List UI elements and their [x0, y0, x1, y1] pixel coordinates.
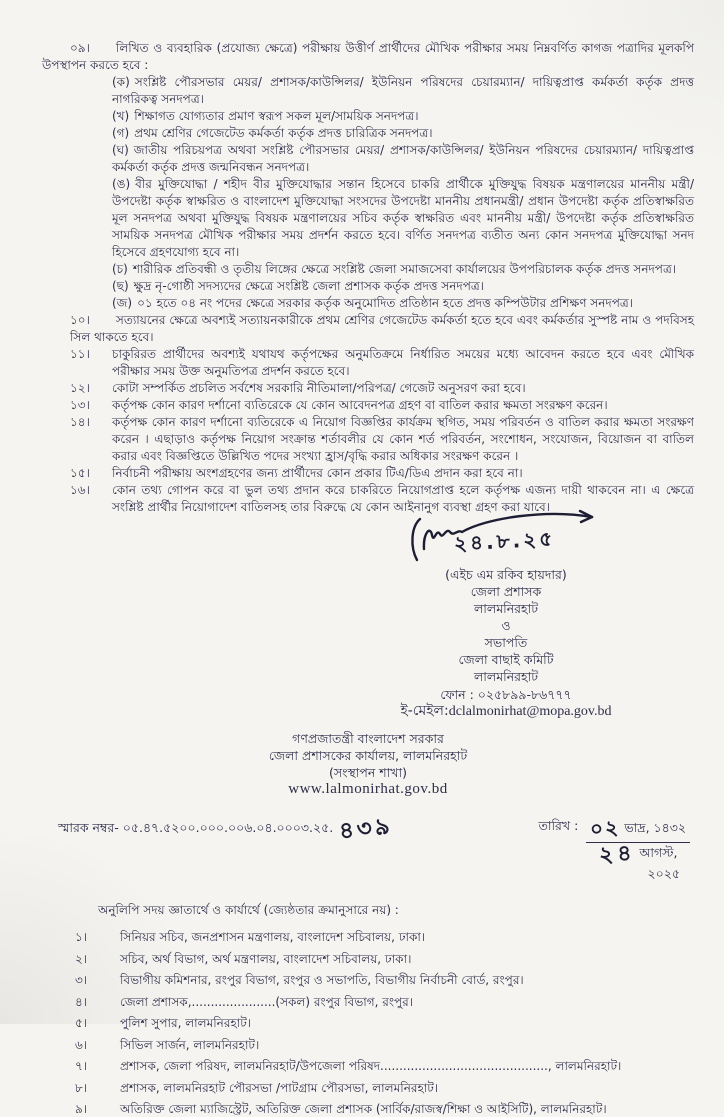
sub-item-text: সংশ্লিষ্ট পৌরসভার মেয়র/ প্রশাসক/কাউন্সিলর/ ইউনিয়ন পরিষদের চেয়ারম্যান/ দায়িত্বপ্রাপ্ত কর্মকর্তা কর্তৃক প্রদত্ত নাগরিকত্ব সনদপত্র। — [112, 75, 694, 106]
sub-item-label: (ক) — [112, 75, 130, 89]
sub-item-text: শারীরিক প্রতিবন্ধী ও তৃতীয় লিঙ্গের ক্ষেত্রে সংশ্লিষ্ট জেলা সমাজসেবা কার্যালয়ের উপপরিচালক কর্তৃক প্রদত্ত সনদপত্র। — [132, 262, 677, 276]
term-sub-item — [112, 125, 694, 142]
item-text: নির্বাচনী পরীক্ষায় অংশগ্রহণের জন্য প্রার্থীদের কোন প্রকার টিএ/ডিএ প্রদান করা হবে না। — [112, 466, 523, 480]
signatory-title-line: সভাপতি — [484, 635, 528, 650]
copy-number: ২। — [75, 951, 88, 966]
copy-recipient-row — [75, 1038, 694, 1053]
item-text: চাকুরিরত প্রার্থীদের অবশ্যই যথাযথ কর্তৃপক্ষের অনুমতিক্রমে নির্ধারিত সময়ের মধ্যে আবেদন করতে হবে এবং মৌখিক পরীক্ষার সময় উক্ত অনুমতিপত্র প্রদর্শন করতে হবে। — [112, 347, 694, 378]
sub-item-label: (খ) — [112, 109, 130, 123]
copy-text: সিনিয়র সচিব, জনপ্রশাসন মন্ত্রণালয়, বাংলাদেশ সচিবালয়, ঢাকা। — [120, 930, 426, 944]
copy-text: প্রশাসক, লালমনিরহাট পৌরসভা /পাটগ্রাম পৌরসভা, লালমনিরহাট। — [120, 1080, 439, 1095]
term-item — [70, 414, 694, 465]
term-item — [70, 465, 694, 482]
sub-item-label: (চ) — [112, 262, 128, 276]
memo-number-label: স্মারক নম্বর- ০৫.৪৭.৫২০০.০০০.০০৬.০৪.০০০৩.২৫. — [58, 820, 334, 835]
sub-item-text: শিক্ষাগত যোগ্যতার প্রমাণ স্বরূপ সকল মূল/সাময়িক সনদপত্র। — [134, 109, 419, 123]
signatory-titles — [376, 583, 636, 685]
item-text: কোটা সম্পর্কিত প্রচলিত সর্বশেষ সরকারি নীতিমালা/পরিপত্র/ গেজেট অনুসরণ করা হবে। — [112, 381, 526, 395]
signature-scrawl — [376, 504, 636, 564]
copy-number: ১। — [75, 930, 88, 944]
item-number: ১২। — [70, 381, 90, 395]
sub-item-label: (ছ) — [112, 279, 129, 293]
office-name: জেলা প্রশাসকের কার্যালয়, লালমনিরহাট — [268, 748, 468, 763]
copy-text: পুলিশ সুপার, লালমনিরহাট। — [120, 1016, 252, 1030]
copy-recipient-row — [75, 995, 694, 1010]
signatory-title-line: লালমনিরহাট — [473, 669, 539, 684]
signatory-title-line: জেলা প্রশাসক — [470, 584, 542, 599]
term-sub-item — [112, 74, 694, 108]
memo-date-line — [538, 814, 690, 886]
item-text: কোন তথ্য গোপন করে বা ভুল তথ্য প্রদান করে চাকরিতে নিয়োগপ্রাপ্ত হলে কর্তৃপক্ষ এজন্য দায়ী থাকবেন না। এ ক্ষেত্রে সংশ্লিষ্ট প্রার্থীর নিয়োগাদেশ বাতিলসহ তার বিরুদ্ধে যে কোন আইনানুগ ব্যবস্থা গ্রহণ করা যাবে। — [112, 483, 694, 514]
bengali-calendar-date — [586, 814, 690, 843]
memo-row — [42, 813, 694, 886]
term-sub-item — [112, 261, 694, 278]
term-sub-item — [112, 278, 694, 295]
item-text: লিখিত ও ব্যবহারিক (প্রযোজ্য ক্ষেত্রে) পরীক্ষায় উত্তীর্ণ প্রার্থীদের মৌখিক পরীক্ষার সময় নিম্নবর্ণিত কাগজ পত্রাদির মূলকপি উপস্থাপন করতে হবে : — [42, 41, 694, 72]
office-branch: (সংস্থাপন শাখা) — [328, 765, 408, 780]
sub-item-label: (গ) — [112, 126, 130, 140]
term-item — [42, 40, 694, 74]
office-website: www.lalmonirhat.gov.bd — [288, 781, 448, 797]
copy-recipient-row — [75, 973, 694, 988]
term-sub-item — [112, 142, 694, 176]
copy-text: সচিব, অর্থ বিভাগ, অর্থ মন্ত্রণালয়, বাংলাদেশ সচিবালয়, ঢাকা। — [120, 951, 412, 966]
item-number: ১০। — [70, 313, 90, 327]
signatory-title-line: লালমনিরহাট — [473, 601, 539, 616]
sub-item-label: (জ) — [112, 296, 133, 310]
sub-item-label: (ঘ) — [112, 143, 129, 157]
item-number: ১৫। — [70, 466, 90, 480]
copy-text: অতিরিক্ত জেলা ম্যাজিস্ট্রেট, অতিরিক্ত জেলা প্রশাসক (সার্বিক/রাজস্ব/শিক্ষা ও আইসিটি), লালমনিরহাট। — [120, 1102, 607, 1116]
sub-item-text: ক্ষুদ্র নৃ-গোষ্ঠী সদস্যদের ক্ষেত্রে সংশ্লিষ্ট জেলা প্রশাসক কর্তৃক প্রদত্ত সনদপত্র। — [133, 279, 484, 293]
signature-block — [376, 504, 636, 720]
term-sub-item — [112, 108, 694, 125]
copy-number: ৭। — [75, 1059, 88, 1073]
memo-number-handwritten: ৪৩৯ — [337, 813, 395, 845]
office-header-block — [42, 730, 694, 798]
signature-phone: ফোন : ০২৫৮৯৯-৮৬৭৭৭ — [440, 687, 572, 702]
copy-number: ৪। — [75, 994, 88, 1009]
sub-item-text: বীর মুক্তিযোদ্ধা / শহীদ বীর মুক্তিযোদ্ধার সন্তান হিসেবে চাকরি প্রার্থীকে মুক্তিযুদ্ধ বিষয়ক মন্ত্রণালয়ের মাননীয় মন্ত্রী/ উপদেষ্টা কর্তৃক স্বাক্ষরিত ও বাংলাদেশ মুক্তিযোদ্ধা সংসদের উপদেষ্টা মাননীয় প্রধানমন্ত্রী/ প্রধান উপদেষ্টা কর্তৃক প্রতিস্বাক্ষরিত মূল সনদপত্র অথবা মুক্তিযুদ্ধ বিষয়ক মন্ত্রণালয়ের সচিব কর্তৃক স্বাক্ষরিত এবং মাননীয় মন্ত্রী/ উপদেষ্টা কর্তৃক প্রতিস্বাক্ষরিত সাময়িক সনদপত্র মৌখিক পরীক্ষার সময় প্রদর্শন করতে হবে। বর্ণিত সনদপত্র ব্যতীত অন্য কোন সনদপত্র মুক্তিযোদ্ধা সনদ হিসেবে গ্রহণযোগ্য হবে না। — [112, 177, 694, 259]
copy-number: ৮। — [75, 1080, 88, 1095]
copy-number: ৯। — [75, 1102, 88, 1116]
copy-recipient-row — [75, 930, 694, 945]
item-text: সত্যায়নের ক্ষেত্রে অবশ্যই সত্যায়নকারীকে প্রথম শ্রেণির গেজেটেড কর্মকর্তা হতে হবে এবং কর্মকর্তার সুস্পষ্ট নাম ও পদবিসহ সিল থাকতে হবে। — [70, 313, 694, 344]
term-item — [70, 397, 694, 414]
copy-number: ৫। — [75, 1016, 88, 1030]
copy-recipient-row — [75, 1059, 694, 1074]
item-number: ১১। — [70, 347, 90, 361]
government-name: গণপ্রজাতন্ত্রী বাংলাদেশ সরকার — [292, 731, 444, 746]
copy-text: প্রশাসক, জেলা পরিষদ, লালমনিরহাট/উপজেলা পরিষদ............................................, লালমনিরহাট। — [120, 1059, 622, 1073]
signature-email-line — [376, 703, 636, 720]
terms-list — [42, 40, 694, 516]
signatory-name: (এইচ এম রকিব হায়দার) — [445, 567, 567, 582]
memo-number-line — [42, 813, 395, 845]
copy-recipient-row — [75, 1081, 694, 1096]
term-item — [70, 312, 694, 346]
gregorian-year: ২০২৫ — [647, 866, 680, 881]
email-label: ই-মেইল: — [400, 703, 449, 719]
signature-date-handwritten: ২৪.৮.২৫ — [453, 526, 556, 556]
term-item — [70, 346, 694, 380]
copy-text: বিভাগীয় কমিশনার, রংপুর বিভাগ, রংপুর ও সভাপতি, বিভাগীয় নির্বাচনী বোর্ড, রংপুর। — [120, 973, 524, 987]
copy-number: ৩। — [75, 973, 88, 987]
copies-header: অনুলিপি সদয় জ্ঞাতার্থে ও কার্যার্থে (জ্যেষ্ঠতার ক্রমানুসারে নয়) : — [98, 903, 399, 917]
bengali-day-handwritten: ০২ — [589, 814, 622, 842]
signatory-title-line: জেলা বাছাই কমিটি — [458, 652, 554, 667]
copy-text: জেলা প্রশাসক,......................(সকল) রংপুর বিভাগ, রংপুর। — [120, 994, 414, 1009]
item-text: কর্তৃপক্ষ কোন কারণ দর্শানো ব্যতিরেকে এ নিয়োগ বিজ্ঞপ্তির কার্যক্রম স্থগিত, সময় পরিবর্তন ও বাতিল করার ক্ষমতা সংরক্ষণ করেন । এছাড়াও কর্তৃপক্ষ নিয়োগ সংক্রান্ত শর্তাবলীর যে কোন শর্ত পরিবর্তন, সংশোধন, সংযোজন, বিয়োজন বা বাতিল করার এবং বিজ্ঞপ্তিতে উল্লিখিত পদের সংখ্যা হ্রাস/বৃদ্ধি করার অধিকার সংরক্ষণ করেন । — [112, 415, 694, 463]
item-text: কর্তৃপক্ষ কোন কারণ দর্শানো ব্যতিরেকে যে কোন আবেদনপত্র গ্রহণ বা বাতিল করার ক্ষমতা সংরক্ষণ করেন। — [112, 398, 608, 412]
sub-item-text: প্রথম শ্রেণির গেজেটেড কর্মকর্তা কর্তৃক প্রদত্ত চারিত্রিক সনদপত্র। — [134, 126, 433, 140]
term-sub-item — [112, 295, 694, 312]
gregorian-month: আগস্ট, — [639, 845, 678, 860]
sub-item-text: জাতীয় পরিচয়পত্র অথবা সংশ্লিষ্ট পৌরসভার মেয়র/ প্রশাসক/কাউন্সিলর/ ইউনিয়ন পরিষদের চেয়ারম্যান/ দায়িত্বপ্রাপ্ত কর্মকর্তা কর্তৃক প্রদত্ত জন্মনিবন্ধন সনদপত্র। — [112, 143, 694, 174]
date-stack — [586, 814, 690, 886]
copy-recipient-row — [75, 952, 694, 967]
term-sub-item — [112, 176, 694, 261]
date-label: তারিখ : — [538, 818, 579, 833]
gregorian-date — [586, 840, 690, 869]
copy-text: সিভিল সার্জন, লালমনিরহাট। — [120, 1037, 260, 1052]
item-number: ১৪। — [70, 415, 90, 429]
email-address: dclalmonirhat@mopa.gov.bd — [448, 704, 612, 719]
signatory-title-line: ও — [501, 618, 511, 633]
gregorian-day-handwritten: ২৪ — [597, 840, 637, 869]
sub-item-text: ০১ হতে ০৪ নং পদের ক্ষেত্রে সরকার কর্তৃক অনুমোদিত প্রতিষ্ঠান হতে প্রদত্ত কম্পিউটার প্রশিক্ষণ সনদপত্র। — [137, 296, 633, 310]
copy-recipient-row — [75, 1102, 694, 1117]
sub-item-label: (ঙ) — [112, 177, 131, 191]
item-number: ১৩। — [70, 398, 90, 412]
item-number: ০৯। — [70, 41, 90, 55]
item-number: ১৬। — [70, 483, 90, 497]
copy-number: ৬। — [75, 1037, 88, 1052]
bengali-month-year: ভাদ্র, ১৪৩২ — [624, 820, 686, 835]
term-item — [70, 380, 694, 397]
